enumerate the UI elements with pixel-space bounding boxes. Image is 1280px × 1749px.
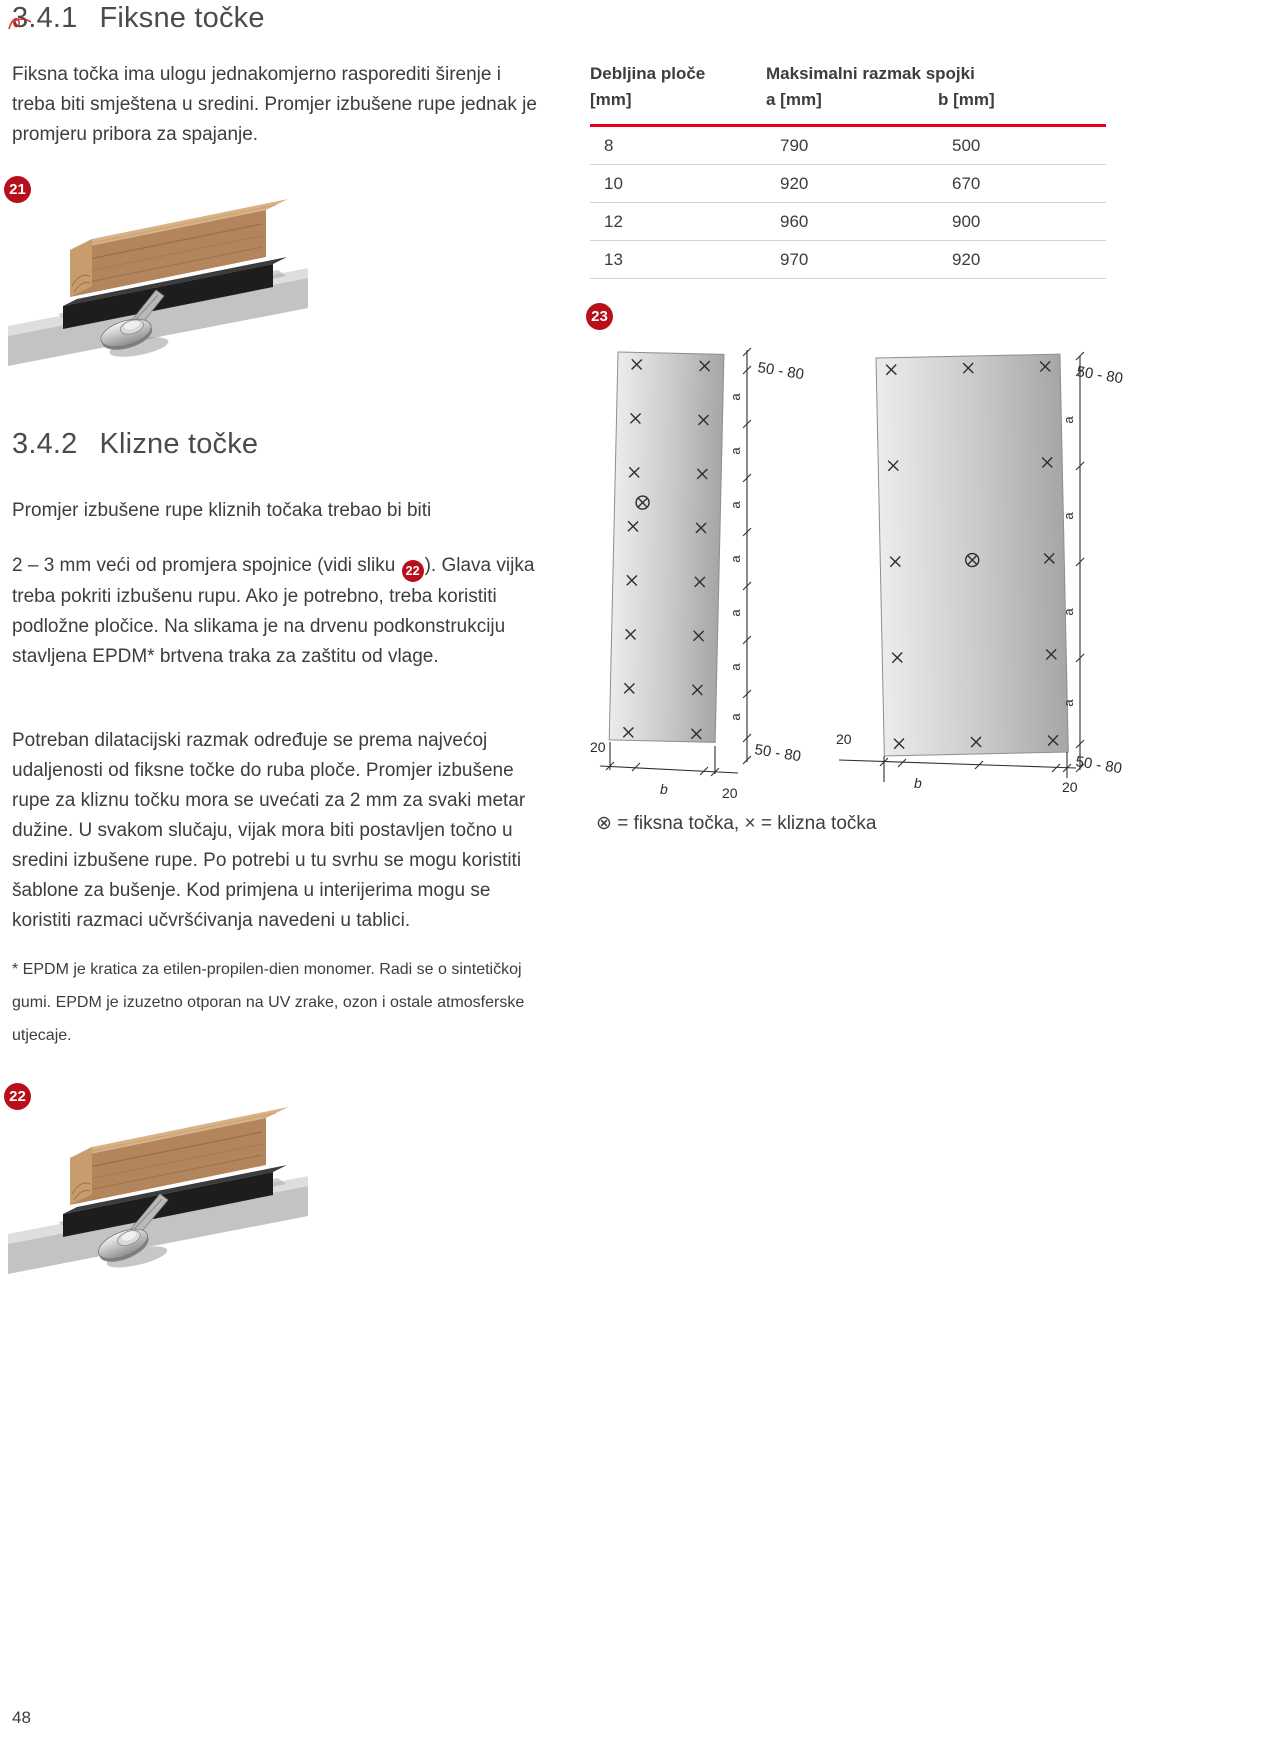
dim-label-a: a: [728, 609, 743, 617]
section-342-paragraph-1: Promjer izbušene rupe kliznih točaka trebao bi biti: [12, 500, 432, 521]
section-342-title: Klizne točke: [99, 428, 259, 460]
table-header-thickness: Debljina ploče: [590, 64, 706, 83]
dim-label-a: a: [1061, 699, 1076, 707]
section-342-paragraph-2: [12, 551, 542, 672]
figure-21-illustration: [8, 184, 308, 379]
section-341-heading: [12, 2, 265, 35]
table-header-a: a [mm]: [766, 90, 822, 109]
dim-label-a: a: [728, 713, 743, 721]
table-row: [590, 127, 1106, 165]
handwritten-mark-icon: [6, 13, 34, 33]
cell-b: 900: [952, 211, 981, 231]
table-header-b: b [mm]: [938, 90, 995, 109]
dim-label-a: a: [728, 663, 743, 671]
section-342-heading: [12, 428, 258, 461]
section-342-number: 3.4.2: [12, 428, 78, 460]
figure-22-badge: 22: [4, 1083, 31, 1110]
cell-a: 970: [780, 249, 809, 269]
section-341-number: 3.4.1: [12, 2, 78, 34]
left-panel: [609, 352, 724, 742]
page-number: 48: [12, 1708, 31, 1727]
figure-22-illustration: [8, 1092, 308, 1287]
dim-label-a: a: [728, 555, 743, 563]
dim-label-a: a: [728, 501, 743, 509]
cell-b: 920: [952, 249, 981, 269]
section-342-paragraph-3: Potreban dilatacijski razmak određuje se prema najvećoj udaljenosti od fiksne točke do ruba ploče. Promjer izbušene rupe za kliznu točku mora se uvećati za 2 mm za svaki metar dužine. U svakom slučaju, vijak mora biti postavljen točno u sredini izbušene rupe. Po potrebi u tu svrhu se mogu koristiti šablone za bušenje. Kod primjena u interijerima mogu se koristiti razmaci učvršćivanja navedeni u tablici.: [12, 730, 526, 931]
epdm-footnote: * EPDM je kratica za etilen-propilen-dien monomer. Radi se o sintetičkoj gumi. EPDM je izuzetno otporan na UV zrake, ozon i ostale atmosferske utjecaje.: [12, 961, 525, 1044]
figure-23-legend: ⊗ = fiksna točka, × = klizna točka: [596, 813, 877, 834]
cell-thickness: 13: [604, 249, 623, 269]
cell-b: 500: [952, 135, 981, 155]
table-row: [590, 203, 1106, 241]
dim-label-range: 50 - 80: [753, 741, 803, 766]
dim-label-range: 50 - 80: [1074, 753, 1124, 778]
dim-label-a: a: [728, 447, 743, 455]
dim-label-b: b: [660, 781, 668, 797]
figure-21-badge: 21: [4, 176, 31, 203]
cell-a: 960: [780, 211, 809, 231]
cell-a: 920: [780, 173, 809, 193]
dim-label-a: a: [728, 393, 743, 401]
paragraph-2-text-before: 2 – 3 mm veći od promjera spojnice (vidi sliku: [12, 555, 401, 576]
figure-23-badge: 23: [586, 303, 613, 330]
cell-thickness: 12: [604, 211, 623, 231]
table-header-max-spacing: Maksimalni razmak spojki: [766, 64, 975, 83]
table-header-thickness-unit: [mm]: [590, 90, 632, 109]
dim-label-20: 20: [722, 785, 738, 801]
table-row: [590, 165, 1106, 203]
cell-a: 790: [780, 135, 809, 155]
cell-thickness: 8: [604, 135, 614, 155]
dim-label-a: a: [1061, 416, 1076, 424]
dim-label-b: b: [914, 775, 922, 791]
figure-22-inline-badge: 22: [402, 560, 424, 582]
section-341-title: Fiksne točke: [99, 2, 265, 34]
spacing-table: [590, 64, 1106, 279]
dim-label-a: a: [1061, 512, 1076, 520]
dim-label-20: 20: [836, 731, 852, 747]
right-panel: [876, 354, 1068, 756]
figure-23-drawing: [584, 336, 1144, 806]
paragraph-2-text-after: ). Glava vijka treba pokriti izbušenu rupu. Ako je potrebno, treba koristiti podložne pločice. Na slikama je na drvenu podkonstrukciju stavljena EPDM* brtvena traka za zaštitu od vlage.: [12, 555, 535, 667]
dim-label-20: 20: [1062, 779, 1078, 795]
dim-label-range: 50 - 80: [1075, 363, 1125, 388]
dim-label-range: 50 - 80: [756, 359, 806, 384]
cell-thickness: 10: [604, 173, 623, 193]
dim-label-20: 20: [590, 739, 606, 755]
cell-b: 670: [952, 173, 981, 193]
table-row: [590, 241, 1106, 279]
section-341-paragraph: Fiksna točka ima ulogu jednakomjerno rasporediti širenje i treba biti smještena u sredini. Promjer izbušene rupe jednak je promjeru pribora za spajanje.: [12, 64, 537, 145]
dim-label-a: a: [1061, 608, 1076, 616]
